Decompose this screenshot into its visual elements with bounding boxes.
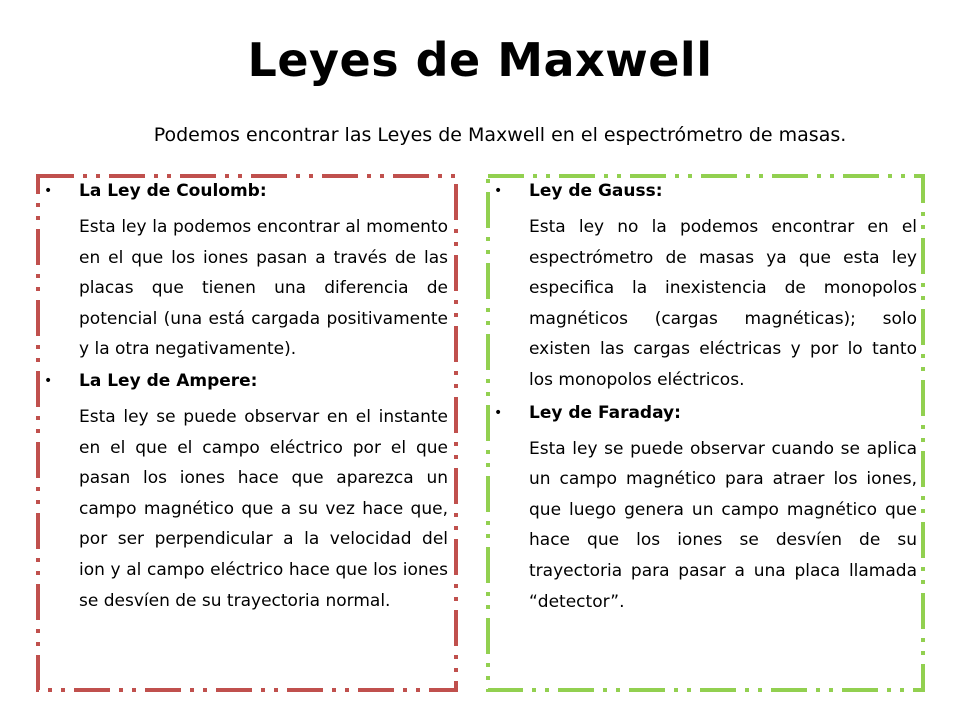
law-heading-faraday: Ley de Faraday:	[529, 402, 681, 423]
law-body-coulomb: Esta ley la podemos encontrar al momento en el que los iones pasan a través de las placas que tienen una diferencia de potencial (una está cargada positivamente y la otra negativamente).	[79, 217, 448, 360]
list-item-faraday	[486, 399, 925, 618]
bullet-icon: •	[44, 183, 53, 199]
left-column-box	[36, 174, 458, 692]
law-body-gauss: Esta ley no la podemos encontrar en el espectrómetro de masas ya que esta ley especifica la inexistencia de monopolos magnéticos (cargas magnéticas); solo existen las cargas eléctricas y por lo tanto los monopolos eléctricos.	[529, 217, 917, 390]
law-heading-coulomb: La Ley de Coulomb:	[79, 181, 267, 201]
right-column-content	[486, 174, 925, 617]
left-column-content	[36, 174, 458, 616]
list-item-gauss	[486, 177, 925, 396]
law-body-faraday: Esta ley se puede observar cuando se aplica un campo magnético para atraer los iones, que luego genera un campo magnético que hace que los iones se desvíen de su trayectoria para pasar a una placa llamada “detector”.	[529, 438, 917, 612]
slide-subtitle: Podemos encontrar las Leyes de Maxwell en el espectrómetro de masas.	[153, 124, 847, 146]
law-heading-gauss: Ley de Gauss:	[529, 181, 663, 201]
law-body-ampere: Esta ley se puede observar en el instante en el que el campo eléctrico por el que pasan los iones hace que aparezca un campo magnético que a su vez hace que, por ser perpendicular a la velocidad del ion y al campo eléctrico hace que los iones se desvíen de su trayectoria normal.	[79, 406, 448, 611]
slide-title: Leyes de Maxwell	[247, 33, 713, 87]
bullet-icon: •	[494, 183, 503, 199]
right-column-box	[486, 174, 925, 692]
bullet-icon: •	[494, 404, 503, 421]
list-item-ampere	[36, 367, 458, 616]
law-heading-ampere: La Ley de Ampere:	[79, 370, 258, 391]
bullet-icon: •	[44, 372, 53, 389]
list-item-coulomb	[36, 177, 458, 365]
